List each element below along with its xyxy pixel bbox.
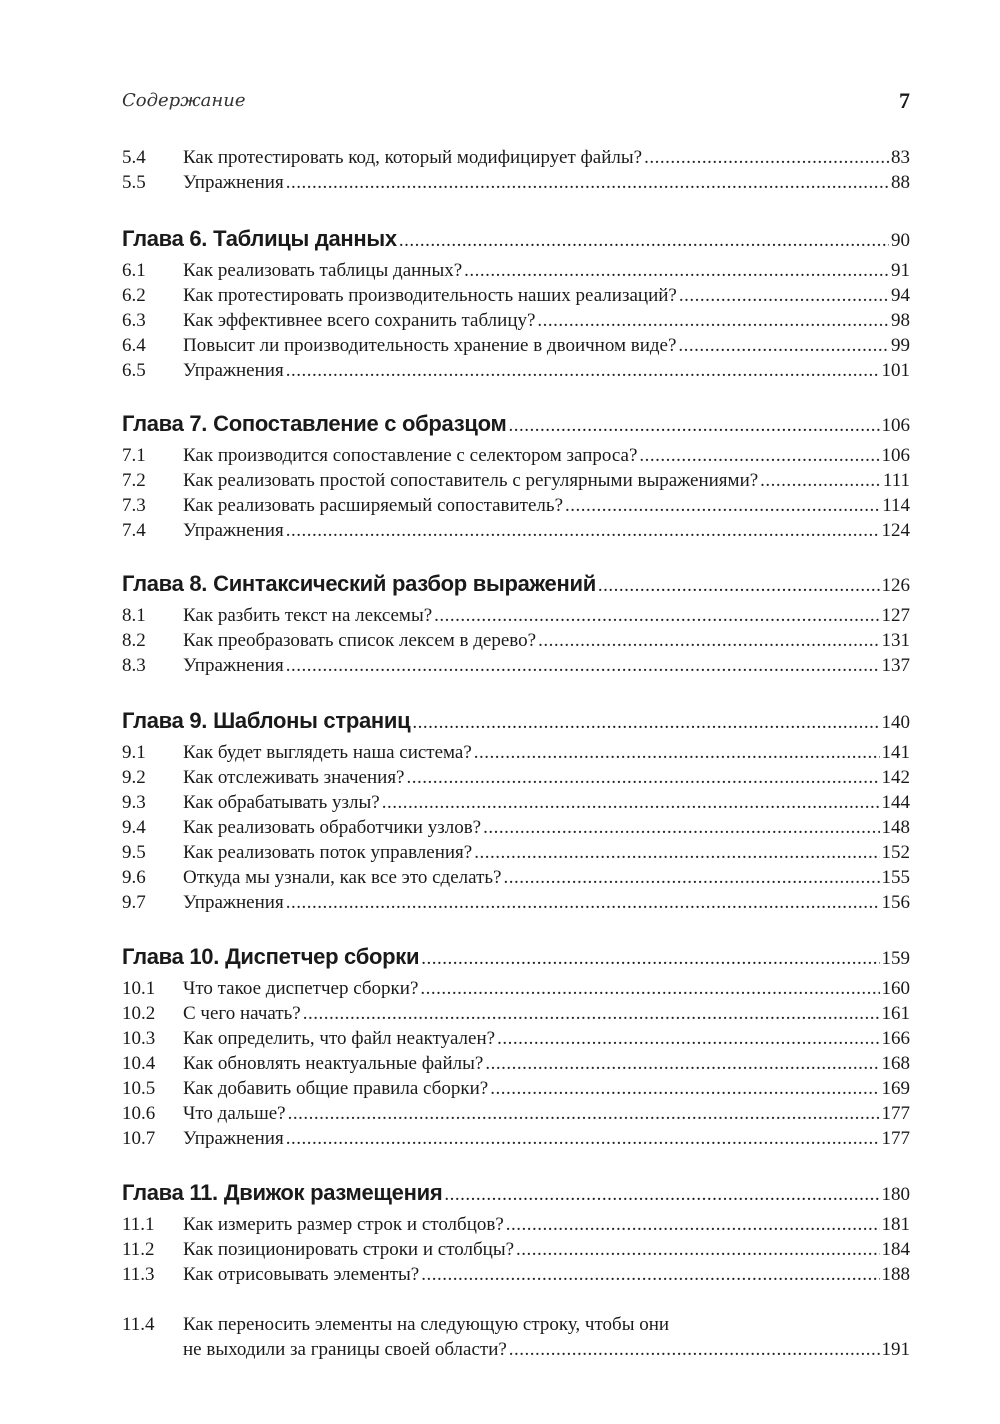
- section-number: 11.4: [122, 1314, 155, 1335]
- section-page-number: 169: [881, 1078, 910, 1099]
- toc-chapter-entry[interactable]: [122, 1178, 910, 1208]
- toc-section-entry[interactable]: [122, 519, 910, 543]
- chapter-title: Синтаксический разбор выражений: [213, 571, 596, 596]
- section-number: 6.3: [122, 310, 146, 331]
- toc-section-entry[interactable]: [122, 1002, 910, 1026]
- section-page-number: 131: [881, 630, 910, 651]
- dot-leader: [286, 519, 880, 543]
- chapter-label: Глава 9.: [122, 708, 208, 733]
- section-page-number: 124: [881, 520, 910, 541]
- section-title: С чего начать?: [183, 1003, 301, 1024]
- chapter-label: Глава 7.: [122, 411, 208, 436]
- section-page-number: 94: [891, 285, 910, 306]
- running-head-title: Содержание: [122, 90, 246, 111]
- dot-leader: [678, 334, 889, 358]
- dot-leader: [497, 1027, 879, 1051]
- dot-leader: [508, 411, 879, 441]
- section-title: Упражнения: [183, 520, 284, 541]
- section-title: Как будет выглядеть наша система?: [183, 742, 472, 763]
- section-page-number: 177: [881, 1103, 910, 1124]
- toc-section-entry[interactable]: [122, 469, 910, 493]
- toc-section-entry[interactable]: [122, 359, 910, 383]
- toc-section-entry[interactable]: [122, 1238, 910, 1262]
- section-number: 10.3: [122, 1028, 156, 1049]
- section-page-number: 99: [891, 335, 910, 356]
- chapter-heading: [122, 224, 397, 254]
- section-title: Как отрисовывать элементы?: [183, 1264, 420, 1285]
- section-page-number: 188: [881, 1264, 910, 1285]
- dot-leader: [565, 494, 880, 518]
- chapter-page-number: 159: [881, 948, 910, 969]
- toc-section-entry[interactable]: [122, 334, 910, 358]
- section-page-number: 177: [881, 1128, 910, 1149]
- section-number: 9.1: [122, 742, 146, 763]
- dot-leader: [286, 359, 880, 383]
- chapter-label: Глава 10.: [122, 944, 220, 969]
- toc-section-entry[interactable]: [122, 284, 910, 308]
- dot-leader: [286, 1127, 880, 1151]
- section-title: Как отслеживать значения?: [183, 767, 405, 788]
- dot-leader: [490, 1077, 879, 1101]
- section-number: 7.3: [122, 495, 146, 516]
- chapter-title: Сопоставление с образцом: [213, 411, 507, 436]
- section-page-number: 141: [881, 742, 910, 763]
- dot-leader: [474, 741, 880, 765]
- entry-line-2: [122, 1338, 910, 1363]
- section-page-number: 160: [881, 978, 910, 999]
- dot-leader: [598, 571, 880, 601]
- section-title: Упражнения: [183, 655, 284, 676]
- toc-section-entry[interactable]: [122, 171, 910, 195]
- toc-chapter-entry[interactable]: [122, 569, 910, 599]
- dot-leader: [679, 284, 889, 308]
- section-title: Как определить, что файл неактуален?: [183, 1028, 496, 1049]
- dot-leader: [444, 1180, 879, 1210]
- section-title: Как реализовать обработчики узлов?: [183, 817, 482, 838]
- section-title: Как разбить текст на лексемы?: [183, 605, 433, 626]
- section-title: Упражнения: [183, 172, 284, 193]
- section-page-number: 152: [881, 842, 910, 863]
- section-title: Что дальше?: [183, 1103, 286, 1124]
- section-page-number: 142: [881, 767, 910, 788]
- section-page-number: 88: [891, 172, 910, 193]
- chapter-label: Глава 6.: [122, 226, 208, 251]
- section-number: 7.1: [122, 445, 146, 466]
- page-number: 7: [899, 88, 910, 113]
- section-page-number: 127: [881, 605, 910, 626]
- dot-leader: [474, 841, 879, 865]
- chapter-page-number: 106: [881, 415, 910, 436]
- section-page-number: 106: [881, 445, 910, 466]
- chapter-label: Глава 11.: [122, 1180, 218, 1205]
- running-head: [122, 90, 910, 116]
- section-page-number: 155: [881, 867, 910, 888]
- section-title: Как эффективнее всего сохранить таблицу?: [183, 310, 536, 331]
- section-page-number: 111: [882, 470, 910, 491]
- dot-leader: [483, 816, 879, 840]
- dot-leader: [503, 866, 879, 890]
- toc-section-entry[interactable]: [122, 741, 910, 765]
- chapter-page-number: 140: [881, 712, 910, 733]
- section-title: Повысит ли производительность хранение в двоичном виде?: [183, 335, 677, 356]
- section-number: 11.2: [122, 1239, 155, 1260]
- section-number: 6.4: [122, 335, 146, 356]
- toc-section-entry[interactable]: [122, 1127, 910, 1151]
- section-page-number: 156: [881, 892, 910, 913]
- section-title: Упражнения: [183, 360, 284, 381]
- section-number: 9.7: [122, 892, 146, 913]
- dot-leader: [407, 766, 880, 790]
- toc-section-entry[interactable]: [122, 1052, 910, 1076]
- section-title: Как реализовать расширяемый сопоставитель?: [183, 495, 563, 516]
- dot-leader: [509, 1338, 880, 1362]
- section-title: Как реализовать поток управления?: [183, 842, 473, 863]
- section-title: Как обновлять неактуальные файлы?: [183, 1053, 484, 1074]
- entry-line-1: [122, 1313, 910, 1338]
- section-number: 5.5: [122, 172, 146, 193]
- section-title: Упражнения: [183, 892, 284, 913]
- section-number: 8.1: [122, 605, 146, 626]
- section-page-number: 184: [881, 1239, 910, 1260]
- dot-leader: [421, 944, 879, 974]
- section-title: Как позиционировать строки и столбцы?: [183, 1239, 515, 1260]
- chapter-title: Диспетчер сборки: [225, 944, 420, 969]
- section-number: 6.1: [122, 260, 146, 281]
- section-title: Как протестировать производительность наших реализаций?: [183, 285, 677, 306]
- dot-leader: [382, 791, 880, 815]
- section-title: Как производится сопоставление с селектором запроса?: [183, 445, 638, 466]
- toc-chapter-entry[interactable]: [122, 706, 910, 736]
- toc-section-entry[interactable]: [122, 816, 910, 840]
- dot-leader: [639, 444, 879, 468]
- toc-section-entry[interactable]: [122, 494, 910, 518]
- section-number: 5.4: [122, 147, 146, 168]
- toc-section-entry[interactable]: [122, 309, 910, 333]
- section-number: 6.2: [122, 285, 146, 306]
- section-number: 10.7: [122, 1128, 156, 1149]
- toc-section-entry[interactable]: [122, 444, 910, 468]
- toc-section-entry[interactable]: [122, 629, 910, 653]
- section-page-number: 114: [882, 495, 910, 516]
- dot-leader: [286, 654, 880, 678]
- section-number: 9.3: [122, 792, 146, 813]
- toc-section-entry[interactable]: [122, 766, 910, 790]
- section-number: 10.5: [122, 1078, 156, 1099]
- dot-leader: [421, 1263, 879, 1287]
- chapter-page-number: 126: [881, 575, 910, 596]
- section-number: 10.6: [122, 1103, 156, 1124]
- section-title: Как реализовать простой сопоставитель с регулярными выражениями?: [183, 470, 759, 491]
- toc-chapter-entry[interactable]: [122, 409, 910, 439]
- toc-section-entry[interactable]: [122, 1263, 910, 1287]
- chapter-title: Таблицы данных: [213, 226, 397, 251]
- toc-section-entry[interactable]: [122, 1313, 910, 1363]
- toc-section-entry[interactable]: [122, 891, 910, 915]
- chapter-page-number: 90: [891, 230, 910, 251]
- toc-section-entry[interactable]: [122, 977, 910, 1001]
- section-number: 8.2: [122, 630, 146, 651]
- dot-leader: [644, 146, 889, 170]
- section-page-number: 91: [891, 260, 910, 281]
- section-page-number: 83: [891, 147, 910, 168]
- toc-section-entry[interactable]: [122, 841, 910, 865]
- section-number: 11.3: [122, 1264, 155, 1285]
- section-page-number: 181: [881, 1214, 910, 1235]
- dot-leader: [286, 891, 880, 915]
- section-page-number: 168: [881, 1053, 910, 1074]
- section-number: 10.4: [122, 1053, 156, 1074]
- section-number: 9.4: [122, 817, 146, 838]
- section-title: Как обрабатывать узлы?: [183, 792, 380, 813]
- toc-section-entry[interactable]: [122, 791, 910, 815]
- section-title: Как преобразовать список лексем в дерево?: [183, 630, 537, 651]
- dot-leader: [516, 1238, 879, 1262]
- section-number: 10.1: [122, 978, 156, 999]
- section-title: Упражнения: [183, 1128, 284, 1149]
- chapter-title: Шаблоны страниц: [213, 708, 411, 733]
- section-number: 9.6: [122, 867, 146, 888]
- dot-leader: [286, 171, 889, 195]
- dot-leader: [399, 226, 889, 256]
- dot-leader: [412, 708, 879, 738]
- chapter-heading: [122, 409, 506, 439]
- dot-leader: [288, 1102, 880, 1126]
- toc-chapter-entry[interactable]: [122, 224, 910, 254]
- section-number: 9.2: [122, 767, 146, 788]
- dot-leader: [537, 309, 889, 333]
- toc-section-entry[interactable]: [122, 866, 910, 890]
- chapter-heading: [122, 1178, 442, 1208]
- chapter-label: Глава 8.: [122, 571, 208, 596]
- section-number: 9.5: [122, 842, 146, 863]
- section-title: Как протестировать код, который модифицирует файлы?: [183, 147, 643, 168]
- chapter-heading: [122, 942, 419, 972]
- section-page-number: 101: [881, 360, 910, 381]
- section-title: Как измерить размер строк и столбцов?: [183, 1214, 504, 1235]
- section-page-number: 166: [881, 1028, 910, 1049]
- dot-leader: [420, 977, 879, 1001]
- section-title: Как добавить общие правила сборки?: [183, 1078, 489, 1099]
- dot-leader: [760, 469, 881, 493]
- toc-section-entry[interactable]: [122, 604, 910, 628]
- section-title: Как переносить элементы на следующую строку, чтобы они: [183, 1314, 670, 1335]
- section-page-number: 137: [881, 655, 910, 676]
- toc-section-entry[interactable]: [122, 1027, 910, 1051]
- section-title: Откуда мы узнали, как все это сделать?: [183, 867, 502, 888]
- section-page-number: 191: [881, 1339, 910, 1360]
- dot-leader: [434, 604, 879, 628]
- dot-leader: [464, 259, 889, 283]
- section-number: 7.4: [122, 520, 146, 541]
- section-number: 10.2: [122, 1003, 156, 1024]
- section-page-number: 98: [891, 310, 910, 331]
- toc-section-entry[interactable]: [122, 654, 910, 678]
- section-title: Как реализовать таблицы данных?: [183, 260, 463, 281]
- toc-section-entry[interactable]: [122, 146, 910, 170]
- section-page-number: 148: [881, 817, 910, 838]
- chapter-page-number: 180: [881, 1184, 910, 1205]
- chapter-title: Движок размещения: [223, 1180, 443, 1205]
- toc-section-entry[interactable]: [122, 1077, 910, 1101]
- dot-leader: [303, 1002, 880, 1026]
- section-number: 6.5: [122, 360, 146, 381]
- chapter-heading: [122, 706, 410, 736]
- section-number: 8.3: [122, 655, 146, 676]
- toc-section-entry[interactable]: [122, 259, 910, 283]
- section-page-number: 161: [881, 1003, 910, 1024]
- toc-chapter-entry[interactable]: [122, 942, 910, 972]
- dot-leader: [506, 1213, 880, 1237]
- toc-section-entry[interactable]: [122, 1213, 910, 1237]
- dot-leader: [538, 629, 879, 653]
- dot-leader: [485, 1052, 879, 1076]
- toc-section-entry[interactable]: [122, 1102, 910, 1126]
- section-number: 7.2: [122, 470, 146, 491]
- section-title-continued: не выходили за границы своей области?: [183, 1339, 507, 1360]
- section-title: Что такое диспетчер сборки?: [183, 978, 419, 999]
- section-number: 11.1: [122, 1214, 155, 1235]
- section-page-number: 144: [881, 792, 910, 813]
- chapter-heading: [122, 569, 596, 599]
